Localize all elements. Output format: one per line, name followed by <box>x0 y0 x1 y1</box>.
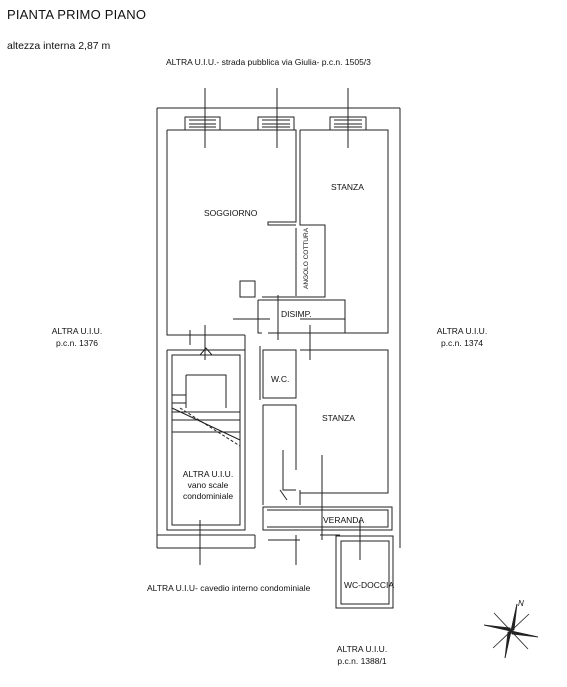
west-neighbor-line-2: p.c.n. 1376 <box>55 337 99 348</box>
room-label-veranda: VERANDA <box>323 515 365 525</box>
room-label-wc-doccia: WC-DOCCIA <box>344 580 395 590</box>
room-label-angolo-cottura: ANGOLO COTTURA <box>303 227 310 289</box>
page-title: PIANTA PRIMO PIANO <box>7 7 147 22</box>
stairwell-line-2: vano scale <box>187 480 229 491</box>
compass-north-label: N <box>518 599 524 608</box>
stairwell-line-1: ALTRA U.I.U. <box>182 469 234 479</box>
west-neighbor-line-1: ALTRA U.I.U. <box>51 326 103 336</box>
room-label-stanza-1: STANZA <box>331 182 364 192</box>
west-neighbor-label <box>47 327 107 347</box>
southeast-neighbor-line-2: p.c.n. 1388/1 <box>337 655 387 666</box>
room-label-disimp: DISIMP. <box>281 309 312 319</box>
room-label-soggiorno: SOGGIORNO <box>204 208 258 218</box>
page-subtitle: altezza interna 2,87 m <box>7 40 111 52</box>
east-neighbor-label <box>432 327 492 347</box>
stairwell-walls <box>167 350 245 530</box>
room-label-wc: W.C. <box>271 374 290 384</box>
southeast-neighbor-line-1: ALTRA U.I.U. <box>336 644 388 654</box>
north-neighbor-label: ALTRA U.I.U.- strada pubblica via Giulia- p.c.n. 1505/3 <box>166 57 371 67</box>
room-label-stanza-2: STANZA <box>322 413 355 423</box>
room-label-stairwell <box>176 469 240 502</box>
stairwell-line-3: condominiale <box>182 491 234 502</box>
east-neighbor-line-1: ALTRA U.I.U. <box>436 326 488 336</box>
southeast-neighbor-label <box>332 645 392 665</box>
east-neighbor-line-2: p.c.n. 1374 <box>440 337 484 348</box>
compass-rose-icon <box>476 596 546 666</box>
south-neighbor-label: ALTRA U.I.U- cavedio interno condominiale <box>147 583 311 593</box>
wc-doccia-walls <box>336 536 393 608</box>
